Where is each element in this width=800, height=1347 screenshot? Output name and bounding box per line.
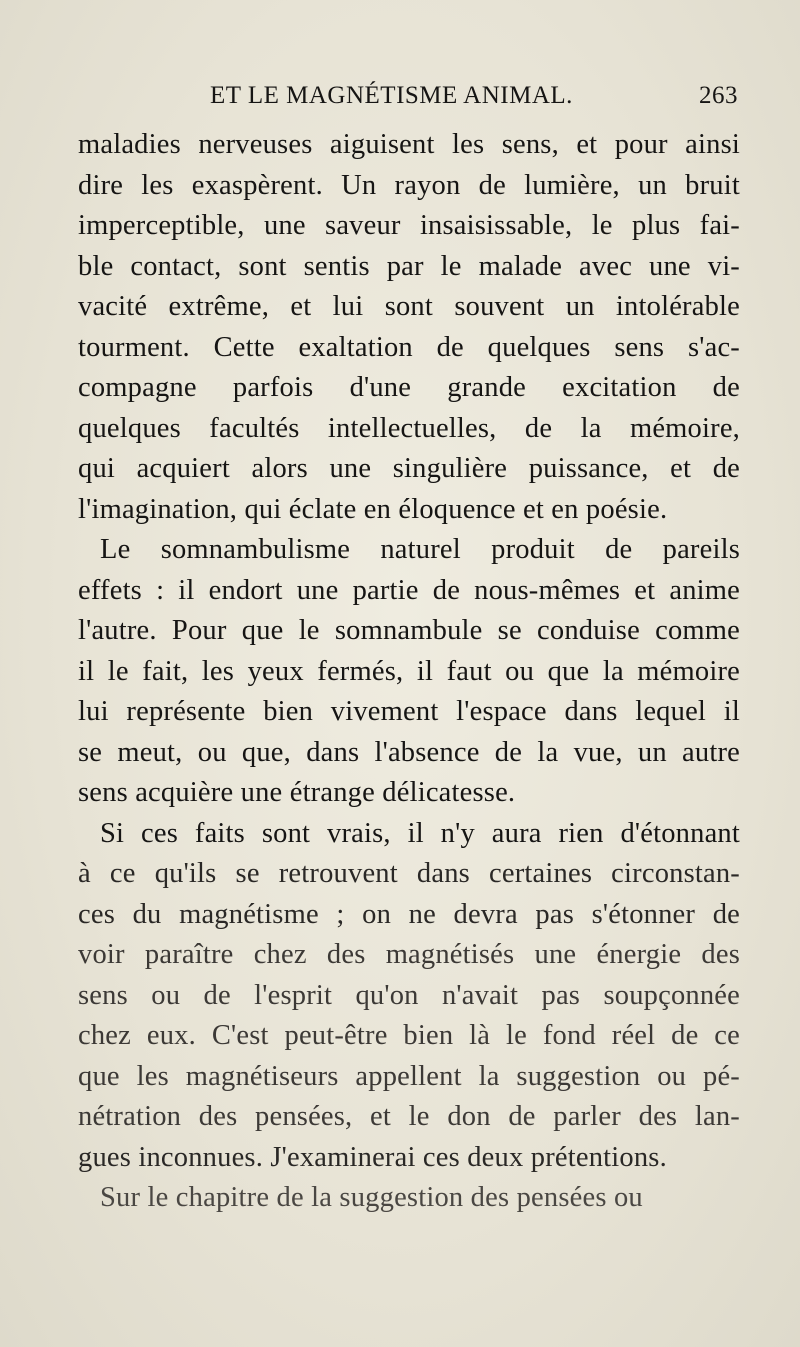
text-line: maladies nerveuses aiguisent les sens, et pour ainsi bbox=[78, 129, 740, 160]
text-line: que les magnétiseurs appellent la suggestion ou pé- bbox=[78, 1060, 740, 1092]
text-line: sens acquière une étrange délicatesse. bbox=[78, 777, 516, 808]
text-line: compagne parfois d'une grande excitation de bbox=[78, 372, 740, 403]
text-line: effets : il endort une partie de nous-mêmes et anime bbox=[78, 574, 740, 606]
text-line: quelques facultés intellectuelles, de la mémoire, bbox=[78, 412, 740, 444]
text-line: vacité extrême, et lui sont souvent un intolérable bbox=[78, 291, 740, 322]
text-line: Sur le chapitre de la suggestion des pensées ou bbox=[100, 1182, 643, 1213]
text-line: gues inconnues. J'examinerai ces deux prétentions. bbox=[78, 1141, 667, 1173]
page-number: 263 bbox=[699, 82, 738, 109]
body-text bbox=[78, 125, 740, 1219]
text-line: ces du magnétisme ; on ne devra pas s'étonner de bbox=[78, 898, 740, 930]
text-line: qui acquiert alors une singulière puissance, et de bbox=[78, 453, 740, 484]
text-line: sens ou de l'esprit qu'on n'avait pas soupçonnée bbox=[78, 979, 740, 1011]
text-line: Le somnambulisme naturel produit de pareils bbox=[100, 534, 740, 565]
text-line: l'imagination, qui éclate en éloquence et en poésie. bbox=[78, 493, 668, 525]
text-line: chez eux. C'est peut-être bien là le fond réel de ce bbox=[78, 1020, 740, 1051]
running-title: ET LE MAGNÉTISME ANIMAL. bbox=[210, 82, 573, 109]
page-header bbox=[78, 82, 738, 122]
text-line: ble contact, sont sentis par le malade avec une vi- bbox=[78, 250, 740, 282]
text-line: dire les exaspèrent. Un rayon de lumière, un bruit bbox=[78, 169, 740, 201]
text-line: l'autre. Pour que le somnambule se conduise comme bbox=[78, 615, 740, 646]
text-line: voir paraître chez des magnétisés une énergie des bbox=[78, 939, 740, 970]
text-line: lui représente bien vivement l'espace dans lequel il bbox=[78, 696, 740, 727]
text-line: nétration des pensées, et le don de parler des lan- bbox=[78, 1101, 740, 1132]
text-line: il le fait, les yeux fermés, il faut ou que la mémoire bbox=[78, 655, 740, 687]
text-line: à ce qu'ils se retrouvent dans certaines circonstan- bbox=[78, 858, 740, 889]
text-line: tourment. Cette exaltation de quelques sens s'ac- bbox=[78, 331, 740, 363]
text-line: se meut, ou que, dans l'absence de la vue, un autre bbox=[78, 736, 740, 768]
text-line: Si ces faits sont vrais, il n'y aura rien d'étonnant bbox=[100, 817, 740, 849]
text-line: imperceptible, une saveur insaisissable, le plus fai- bbox=[78, 210, 740, 241]
